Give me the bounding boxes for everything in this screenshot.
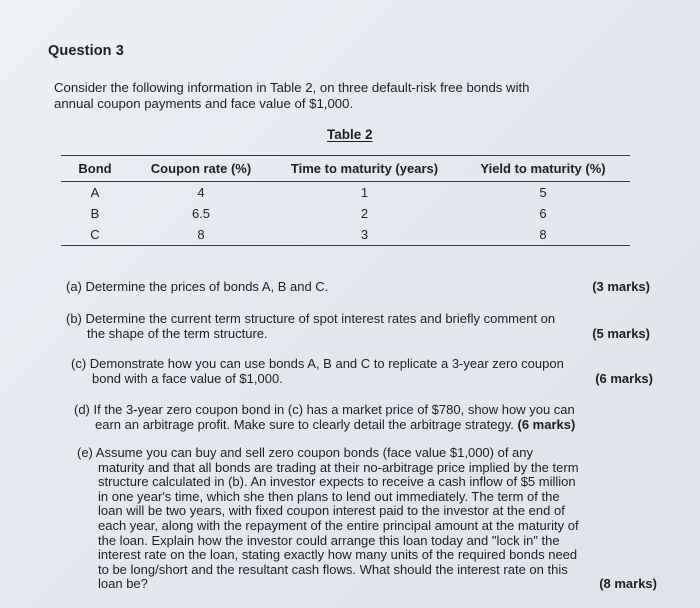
part-d-marks: (6 marks): [517, 417, 576, 433]
cell-coupon-rate: 8: [197, 227, 205, 242]
bond-table: [61, 155, 630, 246]
part-e-text: loan will be two years, with fixed coupon interest paid to the investor at the end of: [98, 503, 565, 519]
part-d-text: [74, 417, 654, 432]
part-a-marks: (3 marks): [592, 279, 650, 294]
cell-yield-to-maturity: 6: [539, 206, 547, 221]
part-e-text: to be long/short and the resultant cash flows. What should the interest rate on this: [98, 561, 568, 577]
cell-yield-to-maturity: 8: [539, 227, 547, 242]
table-caption: Table 2: [327, 127, 373, 142]
header-yield-to-maturity: Yield to maturity (%): [480, 161, 606, 176]
table-row: [61, 182, 630, 204]
cell-time-to-maturity: 2: [360, 206, 369, 221]
part-c-marks: (6 marks): [595, 371, 653, 386]
part-e-marks: (8 marks): [599, 576, 657, 592]
table-row: [61, 203, 630, 224]
cell-bond: C: [90, 227, 100, 242]
part-d-text: (d) If the 3-year zero coupon bond in (c) has a market price of $780, show how you can: [74, 402, 575, 417]
cell-time-to-maturity: 3: [360, 227, 369, 242]
cell-yield-to-maturity: 5: [539, 185, 547, 200]
part-a: [66, 279, 650, 294]
part-c: [71, 356, 653, 386]
intro-line: annual coupon payments and face value of $1,000.: [54, 95, 354, 111]
part-a-text: (a) Determine the prices of bonds A, B and C.: [66, 279, 329, 294]
part-b-text: (b) Determine the current term structure of spot interest rates and briefly comment on: [66, 311, 556, 326]
part-e-text: the loan. Explain how the investor could arrange this loan today and "lock in" the: [98, 532, 560, 548]
cell-time-to-maturity: 1: [360, 185, 369, 200]
question-intro: [54, 80, 634, 111]
part-e-text: each year, along with the repayment of the entire principal amount at the maturity of: [98, 517, 579, 533]
part-e-text: loan be?: [98, 576, 148, 592]
part-d-text-line: earn an arbitrage profit. Make sure to clearly detail the arbitrage strategy.: [95, 417, 514, 433]
table-row: [61, 224, 630, 246]
header-time-to-maturity: Time to maturity (years): [290, 161, 439, 176]
header-bond: Bond: [78, 161, 112, 176]
part-b: [66, 311, 650, 341]
cell-bond: A: [90, 185, 100, 200]
part-d: [74, 402, 654, 432]
part-c-text: (c) Demonstrate how you can use bonds A, B and C to replicate a 3-year zero coupon: [71, 356, 564, 371]
cell-bond: B: [90, 206, 100, 221]
table-header-row: [61, 156, 630, 182]
cell-coupon-rate: 4: [197, 185, 205, 200]
part-e-text: (e) Assume you can buy and sell zero coupon bonds (face value $1,000) of any: [77, 445, 534, 460]
part-b-text: the shape of the term structure.: [87, 326, 268, 342]
part-e-text: structure calculated in (b). An investor expects to receive a cash inflow of $5 million: [98, 474, 576, 490]
part-e-text: in one year's time, which she then plans to lend out immediately. The term of the: [98, 488, 560, 504]
part-b-marks: (5 marks): [592, 326, 650, 341]
part-e-text: interest rate on the loan, stating exactly how many units of the required bonds need: [98, 547, 578, 563]
cell-coupon-rate: 6.5: [191, 206, 211, 221]
intro-line: Consider the following information in Table 2, on three default-risk free bonds with: [54, 80, 530, 95]
part-c-text: bond with a face value of $1,000.: [92, 371, 283, 387]
part-e: [77, 446, 657, 592]
part-e-text: maturity and that all bonds are trading at their no-arbitrage price implied by the term: [98, 459, 579, 475]
question-title: Question 3: [48, 43, 124, 59]
header-coupon-rate: Coupon rate (%): [150, 161, 252, 176]
